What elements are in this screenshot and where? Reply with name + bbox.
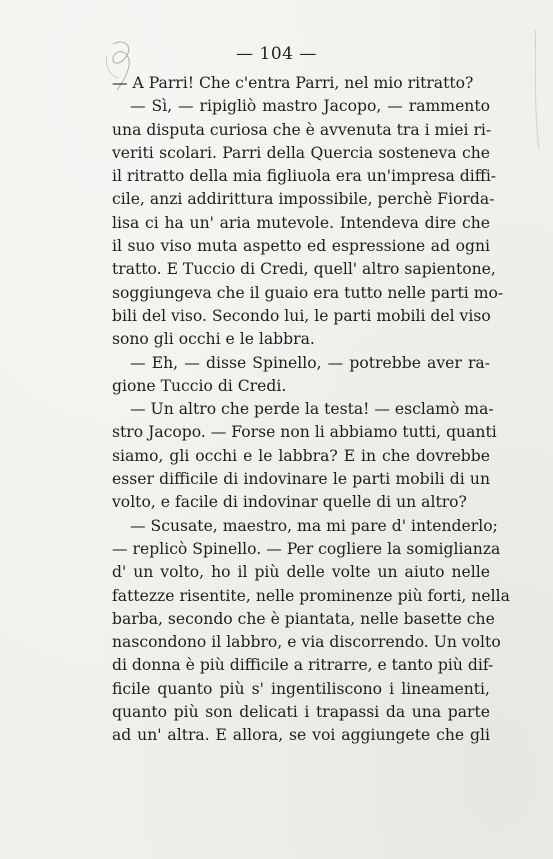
text-line: fattezze risentite, nelle prominenze più forti, nella — [112, 586, 510, 605]
text-line: d' un volto, ho il più delle volte un aiuto nelle — [112, 563, 490, 582]
text-line: lisa ci ha un' aria mutevole. Intendeva dire che — [112, 213, 490, 232]
text-line: una disputa curiosa che è avvenuta tra i miei ri- — [112, 120, 492, 139]
text-line: ficile quanto più s' ingentiliscono i lineamenti, — [112, 679, 490, 698]
text-line: gione Tuccio di Credi. — [112, 376, 287, 395]
text-line: barba, secondo che è piantata, nelle basette che — [112, 609, 495, 628]
text-line: cile, anzi addirittura impossibile, perchè Fiorda- — [112, 190, 495, 209]
text-line: esser difficile di indovinare le parti mobili di un — [112, 470, 490, 489]
text-line: — Un altro che perde la testa! — esclamò ma- — [130, 400, 494, 419]
page-number: — 104 — — [236, 44, 317, 64]
text-line: bili del viso. Secondo lui, le parti mobili del viso — [112, 306, 491, 325]
text-line: sono gli occhi e le labbra. — [112, 330, 315, 349]
text-line: — Scusate, maestro, ma mi pare d' intenderlo; — [130, 516, 498, 535]
text-line: — Eh, — disse Spinello, — potrebbe aver ra- — [130, 353, 490, 372]
text-line: siamo, gli occhi e le labbra? E in che dovrebbe — [112, 446, 490, 465]
text-line: il ritratto della mia figliuola era un'impresa diffi- — [112, 167, 497, 186]
body-text — [112, 72, 510, 748]
text-line: ad un' altra. E allora, se voi aggiungete che gli — [112, 726, 490, 745]
text-line: nascondono il labbro, e via discorrendo. Un volto — [112, 633, 501, 652]
text-line: — Sì, — ripigliò mastro Jacopo, — rammento — [130, 97, 490, 116]
text-line: veriti scolari. Parri della Quercia sosteneva che — [112, 143, 490, 162]
text-line: quanto più son delicati i trapassi da una parte — [112, 703, 490, 722]
text-line: stro Jacopo. — Forse non li abbiamo tutti, quanti — [112, 423, 497, 442]
text-line: — replicò Spinello. — Per cogliere la somiglianza — [112, 539, 501, 558]
text-line: — A Parri! Che c'entra Parri, nel mio ritratto? — [112, 74, 474, 92]
text-line: il suo viso muta aspetto ed espressione ad ogni — [112, 237, 490, 256]
text-line: di donna è più difficile a ritrarre, e tanto più dif- — [112, 656, 494, 675]
text-line: volto, e facile di indovinar quelle di un altro? — [112, 493, 467, 512]
text-line: soggiungeva che il guaio era tutto nelle parti mo- — [112, 283, 504, 302]
text-line: tratto. E Tuccio di Credi, quell' altro sapientone, — [112, 260, 496, 279]
